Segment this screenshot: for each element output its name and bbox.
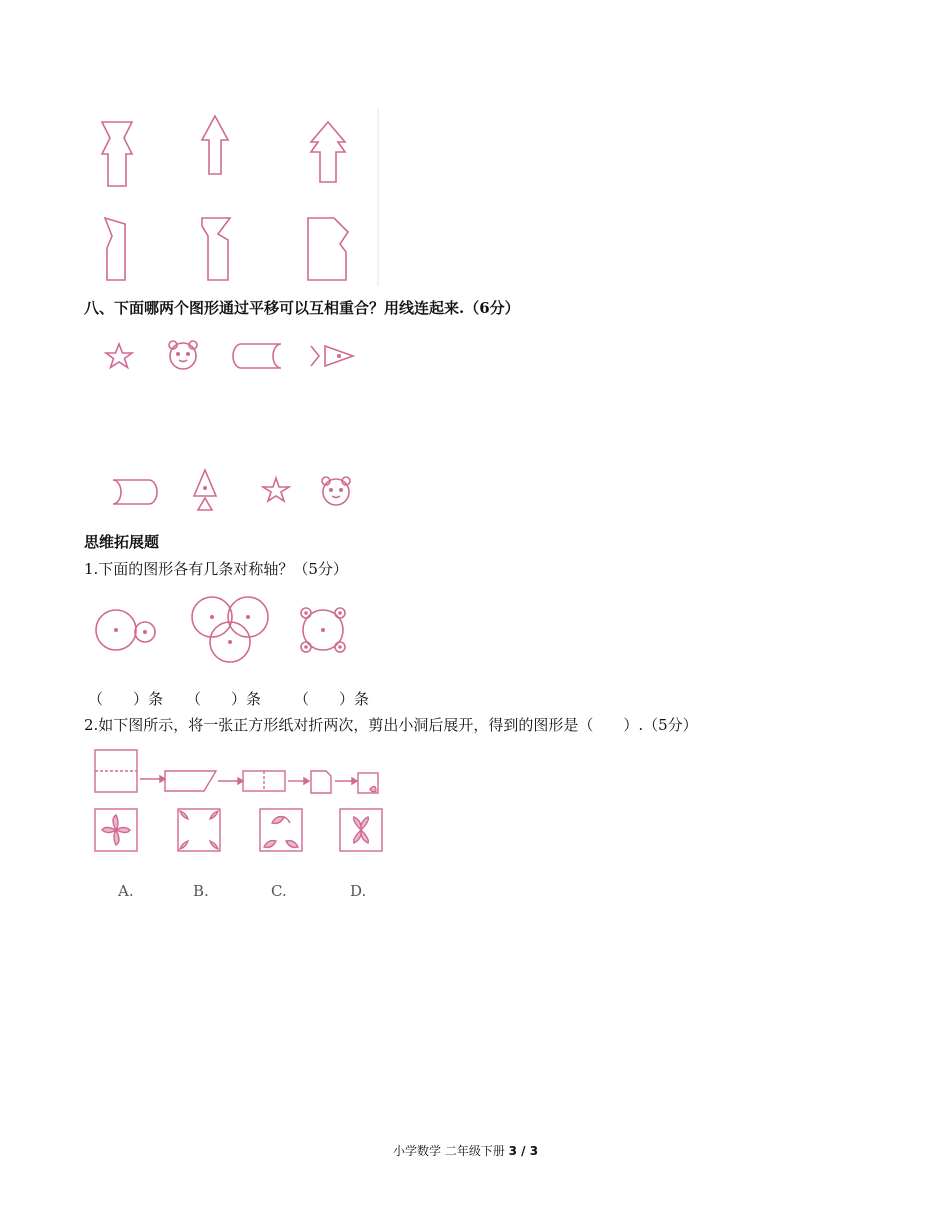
tree-arrow-shape: [311, 122, 345, 182]
star-icon: [106, 344, 132, 368]
bear-face-icon: [169, 341, 197, 369]
footer-text: 小学数学 二年级下册: [393, 1144, 505, 1158]
circle-with-four-small-circles-shape: [301, 608, 345, 652]
star-icon-2: [263, 478, 289, 501]
option-b-label[interactable]: B.: [193, 882, 209, 900]
cylinder-shape-2: [113, 480, 157, 504]
notched-rect-shape-2: [202, 218, 230, 280]
option-c-figure: [260, 809, 302, 851]
cylinder-shape: [233, 344, 281, 368]
answer-blank-3[interactable]: （ ）条: [294, 690, 370, 708]
section-8-heading: 八、下面哪两个图形通过平移可以互相重合？用线连起来.（6分）: [84, 299, 520, 317]
bear-face-icon-2: [322, 477, 350, 505]
paper-folding-figure: [90, 745, 390, 905]
option-d-figure: [340, 809, 382, 851]
option-a-label[interactable]: A.: [118, 882, 134, 900]
option-a-figure: [95, 809, 137, 851]
option-d-label[interactable]: D.: [350, 882, 367, 900]
up-arrow-shape: [202, 116, 228, 174]
two-circles-shape: [96, 610, 155, 650]
answer-blank-2[interactable]: （ ）条: [186, 690, 262, 708]
notched-rect-shape-3: [308, 218, 348, 280]
page-footer: [393, 1142, 538, 1159]
triangle-arrow-shape: [194, 470, 216, 510]
three-circles-shape: [192, 597, 268, 662]
option-c-label[interactable]: C.: [271, 882, 287, 900]
fish-arrow-shape: [311, 346, 353, 366]
option-b-figure: [178, 809, 220, 851]
symmetry-circles-figure: [90, 590, 370, 670]
notched-rect-shape-1: [105, 218, 125, 280]
question-2-text: 2.如下图所示，将一张正方形纸对折两次，剪出小洞后展开，得到的图形是（ ）.（5分）: [84, 716, 698, 734]
thinking-heading: 思维拓展题: [84, 533, 160, 551]
page-number: 3 / 3: [508, 1144, 539, 1158]
translation-shapes-figure: [90, 108, 380, 288]
matching-shapes-figure: [95, 330, 365, 525]
question-1-text: 1.下面的图形各有几条对称轴？（5分）: [84, 560, 348, 578]
answer-blank-1[interactable]: （ ）条: [88, 690, 164, 708]
hourglass-arrow-shape: [102, 122, 132, 186]
